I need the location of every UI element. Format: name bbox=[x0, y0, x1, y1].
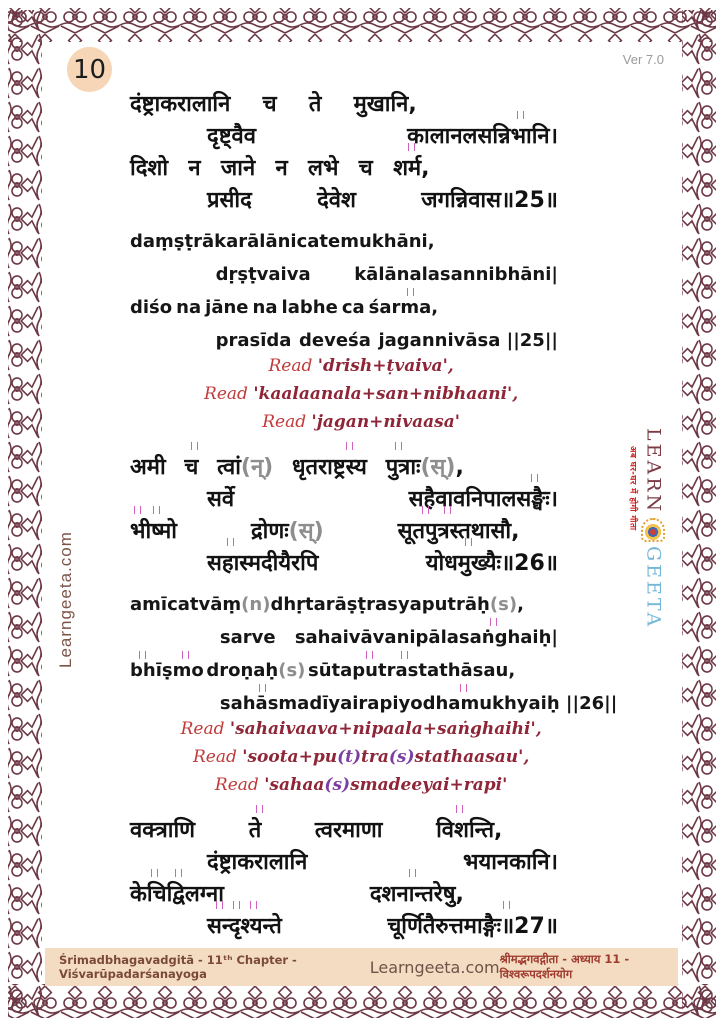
read-hint-line bbox=[164, 412, 558, 440]
verse-line bbox=[207, 908, 558, 940]
verse-line bbox=[207, 118, 558, 150]
paren-note: (न्) bbox=[240, 455, 274, 480]
verse-word: sahāsmadīyairapi bbox=[220, 693, 399, 714]
verse-word: bhīṣmo bbox=[130, 660, 204, 681]
accent-mark bbox=[444, 506, 451, 514]
page-number-badge: 10 bbox=[67, 47, 112, 92]
accent-mark bbox=[175, 869, 182, 877]
sanskrit-block bbox=[130, 812, 558, 940]
read-label: Read bbox=[204, 384, 254, 404]
verse-word: sūtaputrastathāsau, bbox=[308, 660, 515, 681]
verse-line bbox=[130, 513, 519, 545]
verse-word: दंष्ट्राकरालानि bbox=[130, 92, 231, 117]
read-hint-line bbox=[164, 384, 558, 412]
read-label: Read bbox=[262, 412, 312, 432]
verse-line bbox=[130, 86, 417, 118]
verse-word: dhṛtarāṣṭrasya bbox=[270, 594, 422, 615]
accent-mark bbox=[409, 869, 416, 877]
verse-word: prasīda bbox=[215, 330, 292, 351]
verse-word: śarma, bbox=[369, 297, 438, 318]
accent-mark bbox=[465, 538, 472, 546]
read-pronunciation: 'kaalaanala+san+nibhaani', bbox=[253, 384, 519, 404]
verse-word: धृतराष्ट्रस्य bbox=[292, 451, 367, 481]
read-block bbox=[164, 356, 558, 440]
verse-line bbox=[207, 844, 558, 876]
accent-mark bbox=[227, 538, 234, 546]
verse-line bbox=[207, 481, 558, 513]
verse-line bbox=[219, 681, 618, 714]
verse-line bbox=[130, 219, 435, 252]
verse-line bbox=[130, 449, 464, 481]
accent-mark bbox=[346, 442, 353, 450]
verse-word: चूर्णितैरुत्तमाङ्गैः॥27॥ bbox=[387, 910, 558, 940]
temple-arch-icon bbox=[641, 518, 665, 542]
verse-word: yodhamukhyaiḥ ||26|| bbox=[399, 693, 618, 714]
verse-word: ca bbox=[167, 594, 190, 615]
read-pronunciation: 'soota+pu(t)tra(s)stathaasau', bbox=[242, 747, 530, 767]
accent-mark bbox=[531, 474, 538, 482]
verse-word: na bbox=[252, 297, 278, 318]
accent-mark bbox=[250, 901, 257, 909]
verse-word: त्वरमाणा bbox=[314, 818, 383, 843]
footer-chapter-hindi: श्रीमद्भगवद्गीता - अध्याय 11 - विश्वरूपदर्शनयोग bbox=[499, 952, 630, 981]
read-label: Read bbox=[192, 747, 243, 767]
verse-word: अमी bbox=[130, 455, 166, 480]
accent-mark bbox=[216, 901, 223, 909]
paren-note: (स्) bbox=[288, 519, 324, 544]
verse-word: वक्त्राणि bbox=[130, 818, 196, 843]
verse-line bbox=[216, 252, 558, 285]
read-pronunciation: 'sahaa(s)smadeeyai+rapi' bbox=[264, 775, 508, 795]
verse-word: daṃṣṭrākarālāni bbox=[130, 231, 297, 252]
verse-word: सूतपुत्रस्तथासौ, bbox=[398, 515, 520, 545]
verse-word: दशनान्तरेषु, bbox=[370, 878, 464, 908]
read-hint-line bbox=[164, 775, 558, 803]
verse-word: सहास्मदीयैरपि bbox=[207, 547, 318, 577]
verse-word: diśo bbox=[130, 297, 173, 318]
paren-note: (s) bbox=[489, 594, 518, 615]
verse-line bbox=[130, 648, 515, 681]
verse-word: दिशो bbox=[130, 156, 169, 181]
verse-line bbox=[220, 615, 558, 648]
verse-word: dṛṣṭvaiva bbox=[215, 264, 311, 285]
verse-word: sarve bbox=[219, 627, 276, 648]
verse-word: द्रोणः(स्) bbox=[250, 519, 324, 544]
verse-word: त्वां(न्) bbox=[217, 455, 274, 480]
verse-word: विशन्ति, bbox=[436, 814, 502, 844]
translit-block bbox=[130, 219, 558, 351]
logo-text-learn: LEARN bbox=[642, 428, 665, 515]
accent-mark bbox=[233, 901, 240, 909]
accent-mark bbox=[460, 684, 467, 692]
verse-word: ते bbox=[249, 814, 262, 844]
logo-text-geeta: GEETA bbox=[642, 546, 665, 630]
verse-word: deveśa bbox=[299, 330, 371, 351]
accent-mark bbox=[134, 506, 141, 514]
accent-mark bbox=[191, 442, 198, 450]
read-label: Read bbox=[268, 356, 318, 376]
verse-word: जगन्निवास॥25॥ bbox=[421, 188, 558, 213]
learngeeta-logo bbox=[627, 428, 665, 630]
verse-word: na bbox=[176, 297, 202, 318]
verse-word: सन्दृश्यन्ते bbox=[207, 910, 282, 940]
verse-line bbox=[130, 812, 502, 844]
verse-word: te bbox=[319, 231, 341, 252]
read-hint-line bbox=[164, 356, 558, 384]
verse-word: droṇaḥ(s) bbox=[206, 660, 306, 681]
verse-word: भयानकानि। bbox=[463, 850, 558, 875]
verse-word: jagannivāsa ||25|| bbox=[378, 330, 558, 351]
verse-word: दंष्ट्राकरालानि bbox=[207, 850, 308, 875]
verse-word: केचिद्विलग्ना bbox=[130, 878, 224, 908]
verse-word: kālānalasannibhāni| bbox=[354, 264, 558, 285]
sanskrit-block bbox=[130, 86, 558, 214]
accent-mark bbox=[517, 111, 524, 119]
accent-mark bbox=[395, 442, 402, 450]
verse-word: शर्म, bbox=[393, 152, 429, 182]
footer-chapter-english: Śrimadbhagavadgitā - 11ᵗʰ Chapter - Viśvarūpadarśanayoga bbox=[59, 953, 297, 981]
accent-mark bbox=[151, 869, 158, 877]
verse-word: च bbox=[262, 92, 277, 117]
verse-word: ca bbox=[341, 297, 365, 318]
verse-word: labhe bbox=[281, 297, 338, 318]
verse-word: देवेश bbox=[317, 188, 356, 213]
accent-mark bbox=[407, 288, 414, 296]
verse-word: न bbox=[188, 156, 201, 181]
accent-mark bbox=[490, 618, 497, 626]
accent-mark bbox=[456, 805, 463, 813]
accent-mark bbox=[503, 901, 510, 909]
accent-mark bbox=[182, 651, 189, 659]
verse-word: amī bbox=[130, 594, 168, 615]
side-watermark-left: Learngeeta.com bbox=[56, 531, 75, 668]
read-label: Read bbox=[214, 775, 265, 795]
verse-word: च bbox=[358, 156, 373, 181]
verse-word: न bbox=[275, 156, 288, 181]
paren-note: (n) bbox=[241, 594, 271, 615]
footer-bar bbox=[45, 948, 678, 986]
paren-note: (s) bbox=[388, 747, 415, 767]
read-pronunciation: 'sahaivaava+nipaala+saṅghaihi', bbox=[229, 719, 542, 739]
verse-word: ca bbox=[296, 231, 320, 252]
read-block bbox=[164, 719, 558, 803]
logo-tagline: अब घर-घर में होगी गीता bbox=[627, 446, 638, 531]
verse-word: दृष्ट्वैव bbox=[207, 124, 257, 149]
verse-word: भीष्मो bbox=[130, 515, 177, 545]
verse-word: tvāṃ(n) bbox=[189, 594, 271, 615]
read-hint-line bbox=[164, 747, 558, 775]
verse-word: सहैवावनिपालसङ्घैः। bbox=[409, 483, 558, 513]
verse-content bbox=[130, 86, 618, 945]
read-pronunciation: 'jagan+nivaasa' bbox=[311, 412, 460, 432]
translit-block bbox=[130, 582, 618, 714]
verse-word: putrāḥ(s), bbox=[421, 594, 524, 615]
verse-line bbox=[130, 876, 464, 908]
accent-mark bbox=[139, 651, 146, 659]
paren-note: (s) bbox=[324, 775, 351, 795]
version-label: Ver 7.0 bbox=[622, 52, 664, 67]
accent-mark bbox=[256, 805, 263, 813]
verse-word: लभे bbox=[308, 156, 339, 181]
verse-word: प्रसीद bbox=[207, 188, 252, 213]
verse-line bbox=[207, 545, 558, 577]
verse-word: जाने bbox=[220, 156, 256, 181]
sanskrit-block bbox=[130, 449, 558, 577]
verse-word: योधमुख्यैः॥26॥ bbox=[426, 547, 558, 577]
verse-word: मुखानि, bbox=[353, 92, 417, 117]
accent-mark bbox=[408, 143, 415, 151]
accent-mark bbox=[401, 651, 408, 659]
accent-mark bbox=[366, 651, 373, 659]
accent-mark bbox=[422, 506, 429, 514]
verse-word: कालानलसन्निभानि। bbox=[407, 120, 558, 150]
paren-note: (t) bbox=[337, 747, 362, 767]
verse-word: पुत्राः(स्), bbox=[386, 451, 464, 481]
read-label: Read bbox=[180, 719, 230, 739]
read-hint-line bbox=[164, 719, 558, 747]
accent-mark bbox=[259, 684, 266, 692]
verse-line bbox=[207, 182, 558, 214]
verse-word: jāne bbox=[205, 297, 249, 318]
verse-word: सर्वे bbox=[207, 487, 235, 512]
verse-line bbox=[130, 285, 438, 318]
accent-mark bbox=[153, 506, 160, 514]
verse-line bbox=[216, 318, 558, 351]
read-pronunciation: 'drish+ṭvaiva', bbox=[317, 356, 454, 376]
paren-note: (s) bbox=[278, 660, 306, 681]
verse-word: च bbox=[184, 451, 198, 481]
verse-word: ते bbox=[308, 92, 322, 117]
verse-line bbox=[130, 150, 430, 182]
paren-note: (स्) bbox=[420, 455, 456, 480]
verse-word: mukhāni, bbox=[340, 231, 435, 252]
verse-line bbox=[130, 582, 524, 615]
verse-word: sahaivāvanipālasaṅghaiḥ| bbox=[295, 627, 558, 648]
footer-site-name: Learngeeta.com bbox=[369, 957, 500, 977]
